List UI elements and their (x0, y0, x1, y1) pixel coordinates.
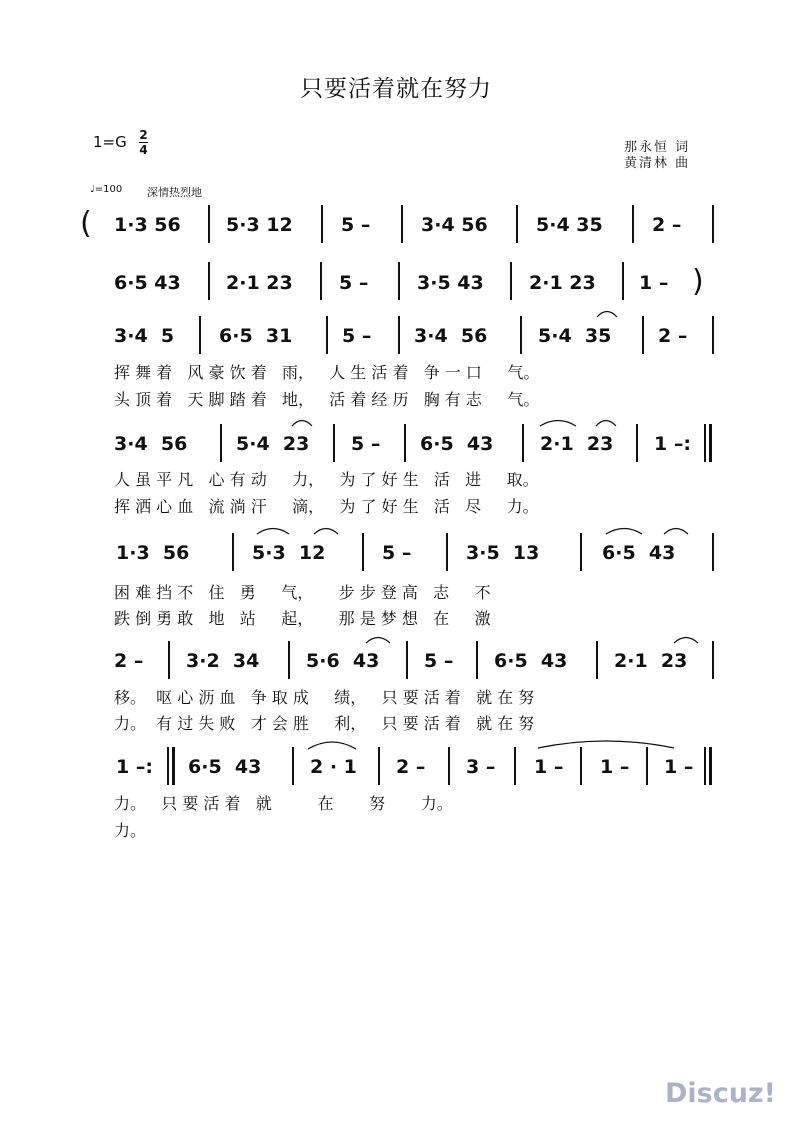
discuz-watermark: Discuz! (665, 1078, 776, 1109)
slur-arc (255, 525, 291, 535)
lyric-line-verse1: 挥 舞 着 风 豪 饮 着 雨， 人 生 活 着 争 一 口 气。 (114, 363, 540, 382)
bar-line (476, 641, 478, 679)
bar-line (406, 641, 408, 679)
measure: 5·4 23 (236, 433, 310, 455)
bar-line (404, 424, 406, 462)
bar-line (712, 205, 714, 243)
measure: 5 – (339, 272, 369, 294)
time-signature-bottom: 4 (139, 143, 148, 157)
lyric-line-verse2: 力。 有 过 失 败 才 会 胜 利， 只 要 活 着 就 在 努 (114, 714, 535, 733)
measure: 1·3 56 (116, 542, 190, 564)
measure: 3·4 5 (114, 325, 175, 347)
measure: 5·4 35 (538, 325, 612, 347)
repeat-bar-line-thick (709, 424, 712, 462)
lyric-line-verse1: 力。 只 要 活 着 就 在 努 力。 (114, 794, 453, 813)
bar-line (320, 262, 322, 300)
bar-line (516, 205, 518, 243)
bar-line (522, 424, 524, 462)
bar-line (446, 533, 448, 571)
measure: 2 · 1 (310, 756, 357, 778)
measure: 5·6 43 (306, 650, 380, 672)
repeat-open-paren: ( (80, 206, 92, 241)
expression-marking: 深情热烈地 (147, 186, 202, 199)
repeat-close-paren: ) (692, 264, 704, 299)
time-signature (139, 129, 148, 156)
measure: 3 – (466, 756, 496, 778)
bar-line (398, 316, 400, 354)
song-title: 只要活着就在努力 (300, 76, 492, 102)
measure: 6·5 31 (219, 325, 293, 347)
measure: 5·3 12 (252, 542, 326, 564)
lyric-line-verse2: 挥 洒 心 血 流 淌 汗 滴， 为 了 好 生 活 尽 力。 (114, 497, 539, 516)
measure: 2 – (114, 650, 144, 672)
slur-arc (538, 417, 578, 427)
slur-arc (306, 738, 358, 750)
slur-arc (595, 308, 619, 318)
bar-line (580, 533, 582, 571)
time-signature-top: 2 (139, 128, 148, 142)
lyric-line-verse2: 跌 倒 勇 敢 地 站 起， 那 是 梦 想 在 激 (114, 609, 491, 628)
slur-arc (672, 634, 700, 644)
bar-line (321, 205, 323, 243)
measure: 3·5 43 (417, 272, 484, 294)
measure: 1·3 56 (114, 214, 181, 236)
final-bar-line-thick (709, 747, 712, 785)
slur-arc (662, 525, 690, 535)
measure: 5·4 35 (536, 214, 603, 236)
measure: 1 – (600, 756, 630, 778)
measure: 2 – (396, 756, 426, 778)
measure: 6·5 43 (114, 272, 181, 294)
bar-line (378, 747, 380, 785)
slur-arc (604, 525, 644, 535)
lyric-line-verse1: 人 虽 平 凡 心 有 动 力， 为 了 好 生 活 进 取。 (114, 470, 539, 489)
composer-credit: 黄清林 曲 (624, 156, 691, 171)
bar-line (712, 316, 714, 354)
bar-line (514, 747, 516, 785)
measure: 6·5 43 (494, 650, 568, 672)
slur-arc (364, 634, 392, 644)
bar-line (712, 533, 714, 571)
bar-line (510, 262, 512, 300)
measure: 1 – (534, 756, 564, 778)
bar-line (199, 316, 201, 354)
measure: 2 – (658, 325, 688, 347)
measure: 3·4 56 (421, 214, 488, 236)
bar-line (168, 641, 170, 679)
measure: 2·1 23 (614, 650, 688, 672)
final-bar-line (704, 747, 706, 785)
measure: 1 –: (654, 433, 691, 455)
measure: 1 –: (116, 756, 153, 778)
bar-line (622, 262, 624, 300)
slur-arc (312, 525, 340, 535)
tie-arc (536, 737, 676, 749)
bar-line (520, 316, 522, 354)
measure: 3·4 56 (414, 325, 488, 347)
measure: 3·5 13 (466, 542, 540, 564)
measure: 2 – (652, 214, 682, 236)
repeat-bar-line-thick (172, 747, 175, 785)
bar-line (401, 205, 403, 243)
bar-line (220, 424, 222, 462)
measure: 5 – (341, 214, 371, 236)
measure: 5 – (382, 542, 412, 564)
bar-line (333, 424, 335, 462)
measure: 5 – (351, 433, 381, 455)
measure: 5·3 12 (226, 214, 293, 236)
measure: 3·2 34 (186, 650, 260, 672)
repeat-bar-line (704, 424, 706, 462)
bar-line (398, 262, 400, 300)
bar-line (448, 747, 450, 785)
measure: 5 – (424, 650, 454, 672)
bar-line (208, 205, 210, 243)
bar-line (208, 262, 210, 300)
measure: 6·5 43 (420, 433, 494, 455)
measure: 6·5 43 (602, 542, 676, 564)
measure: 2·1 23 (529, 272, 596, 294)
bar-line (632, 205, 634, 243)
bar-line (288, 641, 290, 679)
measure: 2·1 23 (540, 433, 614, 455)
bar-line (712, 641, 714, 679)
measure: 1 – (639, 272, 669, 294)
slur-arc (290, 417, 314, 427)
lyric-line-verse2: 力。 (114, 821, 147, 840)
bar-line (292, 747, 294, 785)
bar-line (636, 424, 638, 462)
key-signature: 1=G (93, 133, 127, 151)
bar-line (580, 747, 582, 785)
measure: 5 – (342, 325, 372, 347)
lyricist-credit: 那永恒 词 (624, 140, 691, 155)
measure: 2·1 23 (226, 272, 293, 294)
slur-arc (594, 417, 618, 427)
bar-line (232, 533, 234, 571)
measure: 3·4 56 (114, 433, 188, 455)
bar-line (642, 316, 644, 354)
lyric-line-verse1: 困 难 挡 不 住 勇 气， 步 步 登 高 志 不 (114, 583, 491, 602)
lyric-line-verse2: 头 顶 着 天 脚 踏 着 地， 活 着 经 历 胸 有 志 气。 (114, 390, 540, 409)
tempo-marking: ♩=100 (90, 184, 123, 195)
bar-line (646, 747, 648, 785)
measure: 1 – (664, 756, 694, 778)
bar-line (326, 316, 328, 354)
repeat-bar-line (167, 747, 169, 785)
bar-line (596, 641, 598, 679)
bar-line (362, 533, 364, 571)
measure: 6·5 43 (188, 756, 262, 778)
lyric-line-verse1: 移。 呕 心 沥 血 争 取 成 绩， 只 要 活 着 就 在 努 (114, 688, 535, 707)
